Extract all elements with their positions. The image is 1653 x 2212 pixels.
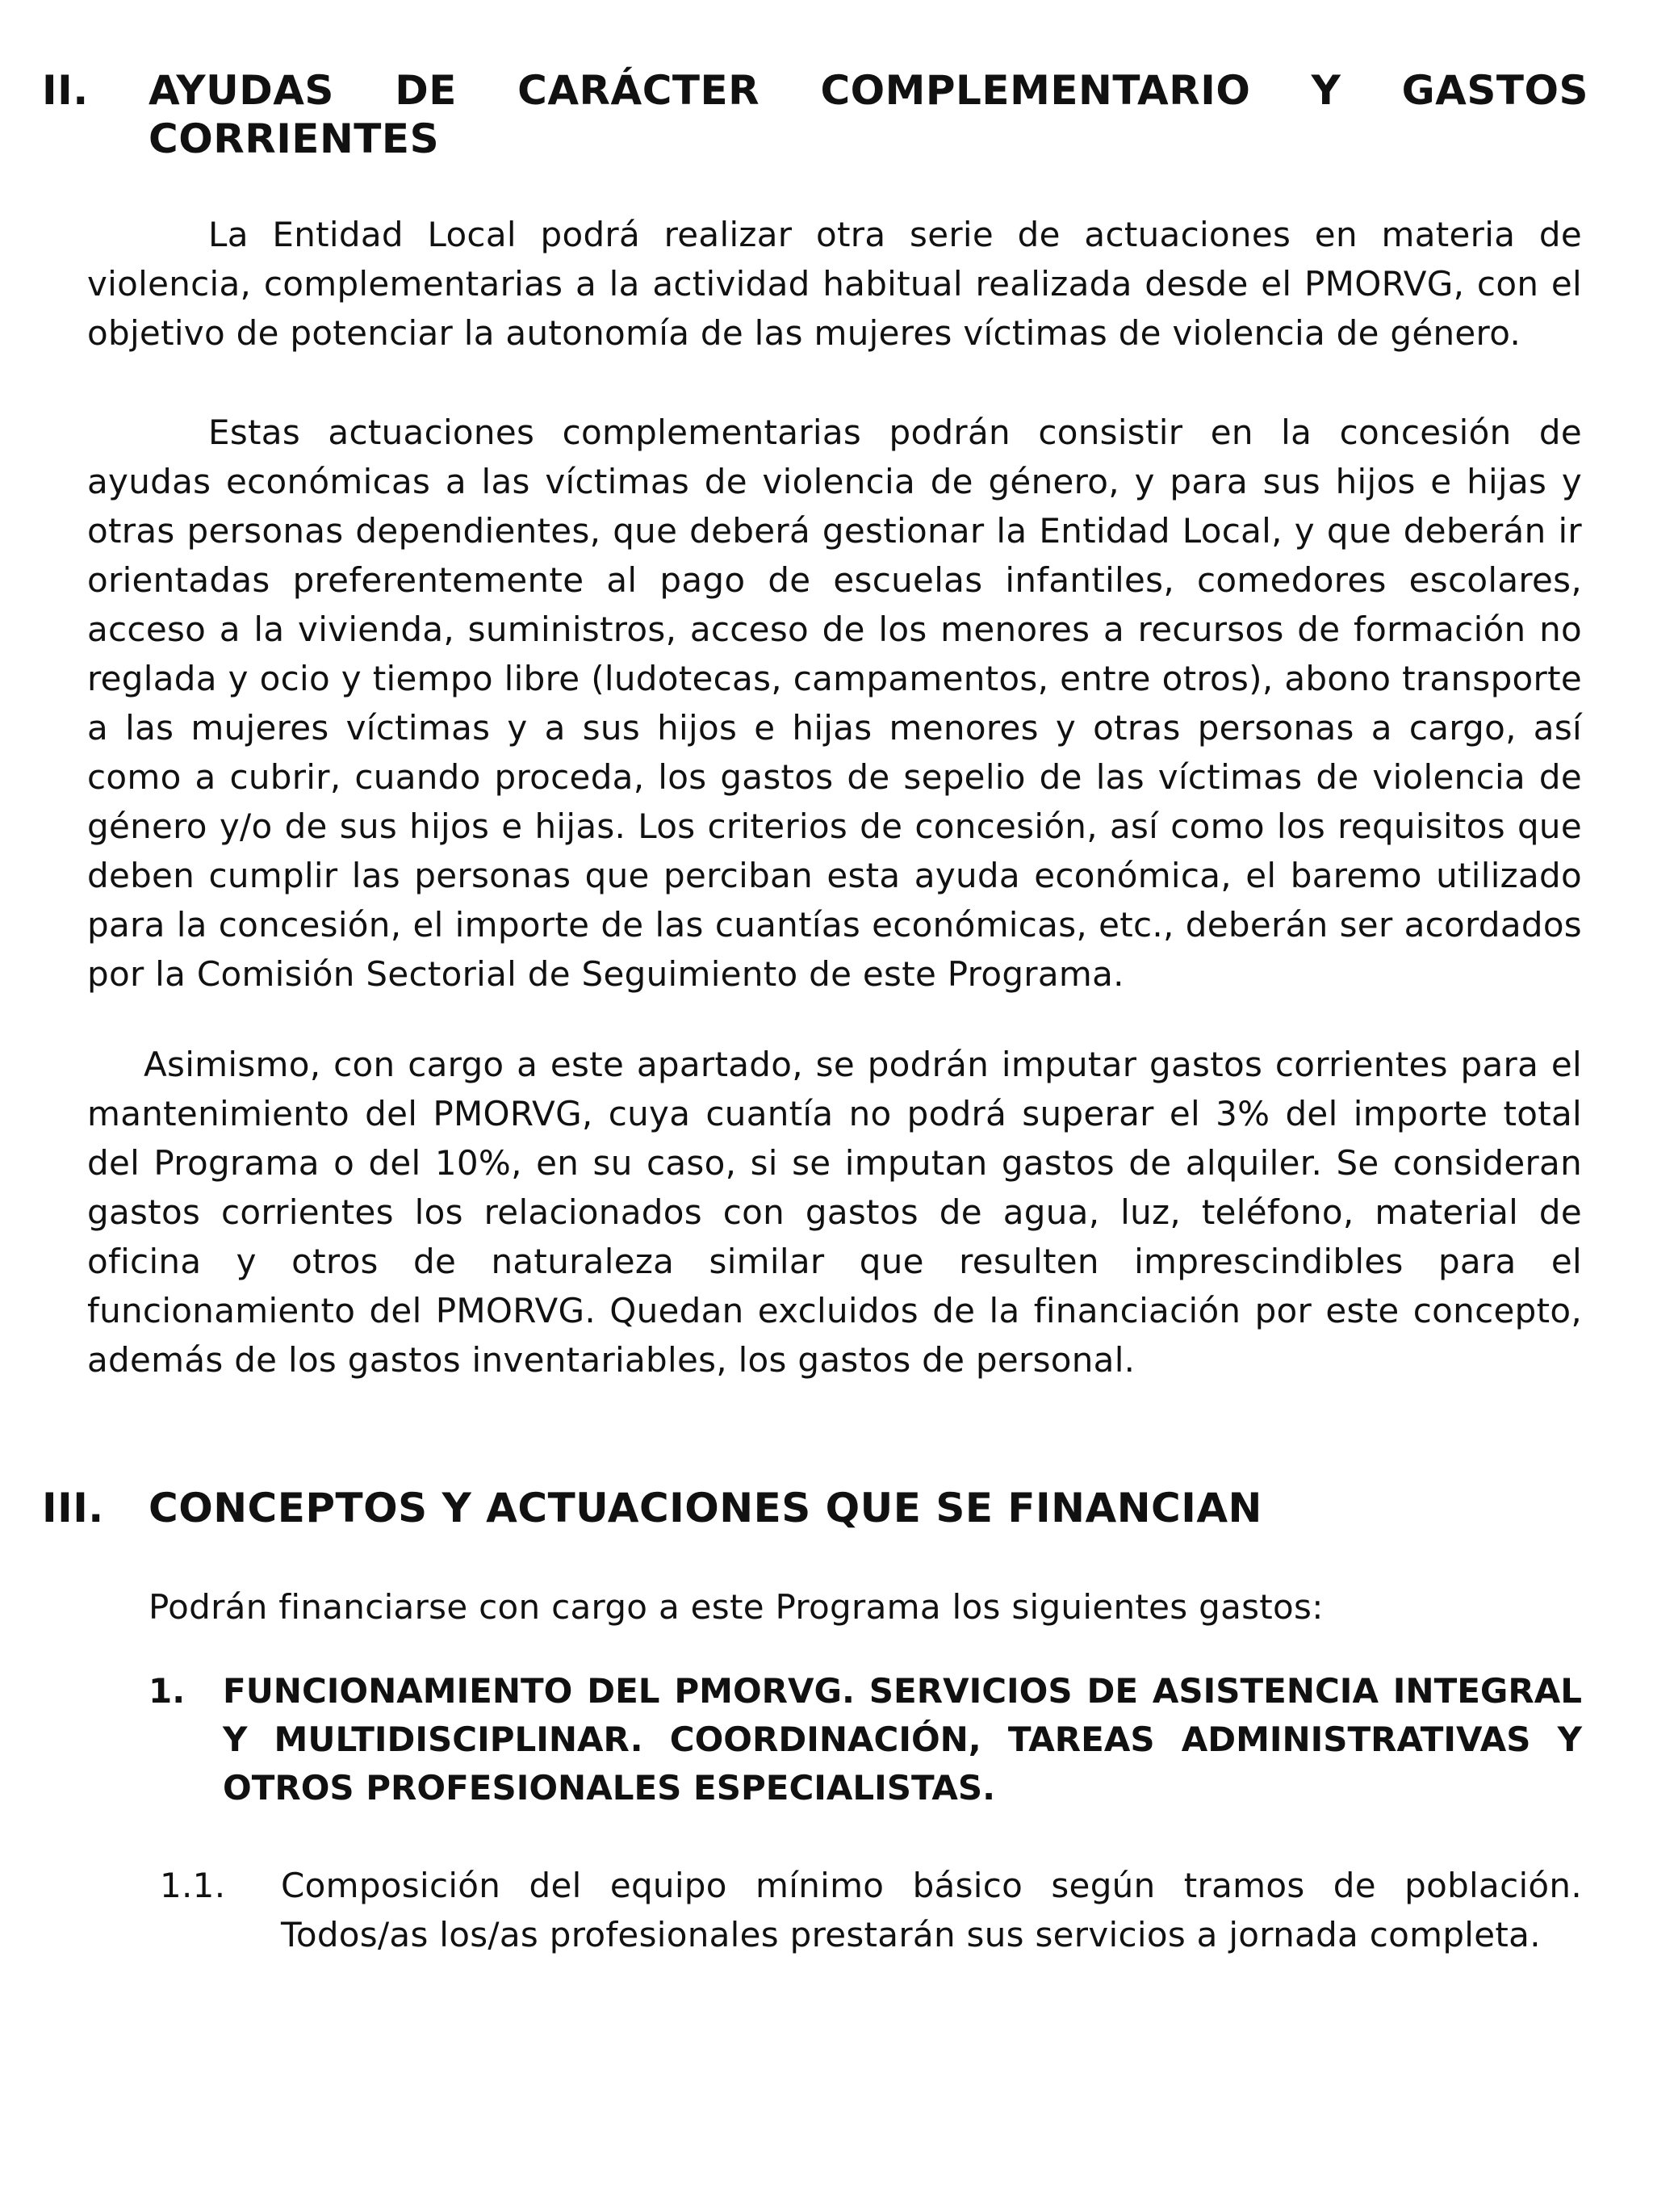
section-iii-heading	[42, 1484, 1588, 1540]
section-iii-title: CONCEPTOS Y ACTUACIONES QUE SE FINANCIAN	[149, 1485, 1262, 1531]
subitem-1-1-text: Composición del equipo mínimo básico según tramos de población. Todos/as los/as profesionales prestarán sus servicios a jornada completa.	[281, 1866, 1582, 1954]
section-ii-heading	[42, 66, 1588, 171]
section-ii-paragraph-1: La Entidad Local podrá realizar otra serie de actuaciones en materia de violencia, complementarias a la actividad habitual realizada desde el PMORVG, con el objetivo de potenciar la autonomía de las mujeres víctimas de violencia de género.	[87, 215, 1582, 353]
section-ii-title: AYUDAS DE CARÁCTER COMPLEMENTARIO Y GASTOS CORRIENTES	[149, 67, 1588, 162]
section-iii-intro: Podrán financiarse con cargo a este Programa los siguientes gastos:	[149, 1587, 1324, 1627]
subitem-1-1-number: 1.1.	[160, 1866, 226, 1905]
section-ii-paragraph-3: Asimismo, con cargo a este apartado, se podrán imputar gastos corrientes para el mantenimiento del PMORVG, cuya cuantía no podrá superar el 3% del importe total del Programa o del 10%, en su caso, si se imputan gastos de alquiler. Se consideran gastos corrientes los relacionados con gastos de agua, luz, teléfono, material de oficina y otros de naturaleza similar que resulten imprescindibles para el funcionamiento del PMORVG. Quedan excluidos de la financiación por este concepto, además de los gastos inventariables, los gastos de personal.	[87, 1045, 1582, 1380]
section-iii-number: III.	[42, 1485, 104, 1531]
list-item-1-title: FUNCIONAMIENTO DEL PMORVG. SERVICIOS DE ASISTENCIA INTEGRAL Y MULTIDISCIPLINAR. COORDINACIÓN, TAREAS ADMINISTRATIVAS Y OTROS PROFESIONALES ESPECIALISTAS.	[223, 1671, 1582, 1808]
section-ii-number: II.	[42, 67, 89, 114]
section-ii-paragraph-2: Estas actuaciones complementarias podrán consistir en la concesión de ayudas económicas a las víctimas de violencia de género, y para sus hijos e hijas y otras personas dependientes, que deberá gestionar la Entidad Local, y que deberán ir orientadas preferentemente al pago de escuelas infantiles, comedores escolares, acceso a la vivienda, suministros, acceso de los menores a recursos de formación no reglada y ocio y tiempo libre (ludotecas, campamentos, entre otros), abono transporte a las mujeres víctimas y a sus hijos e hijas menores y otras personas a cargo, así como a cubrir, cuando proceda, los gastos de sepelio de las víctimas de violencia de género y/o de sus hijos e hijas. Los criterios de concesión, así como los requisitos que deben cumplir las personas que perciban esta ayuda económica, el baremo utilizado para la concesión, el importe de las cuantías económicas, etc., deberán ser acordados por la Comisión Sectorial de Seguimiento de este Programa.	[87, 413, 1582, 994]
list-item-1-number: 1.	[149, 1671, 186, 1711]
